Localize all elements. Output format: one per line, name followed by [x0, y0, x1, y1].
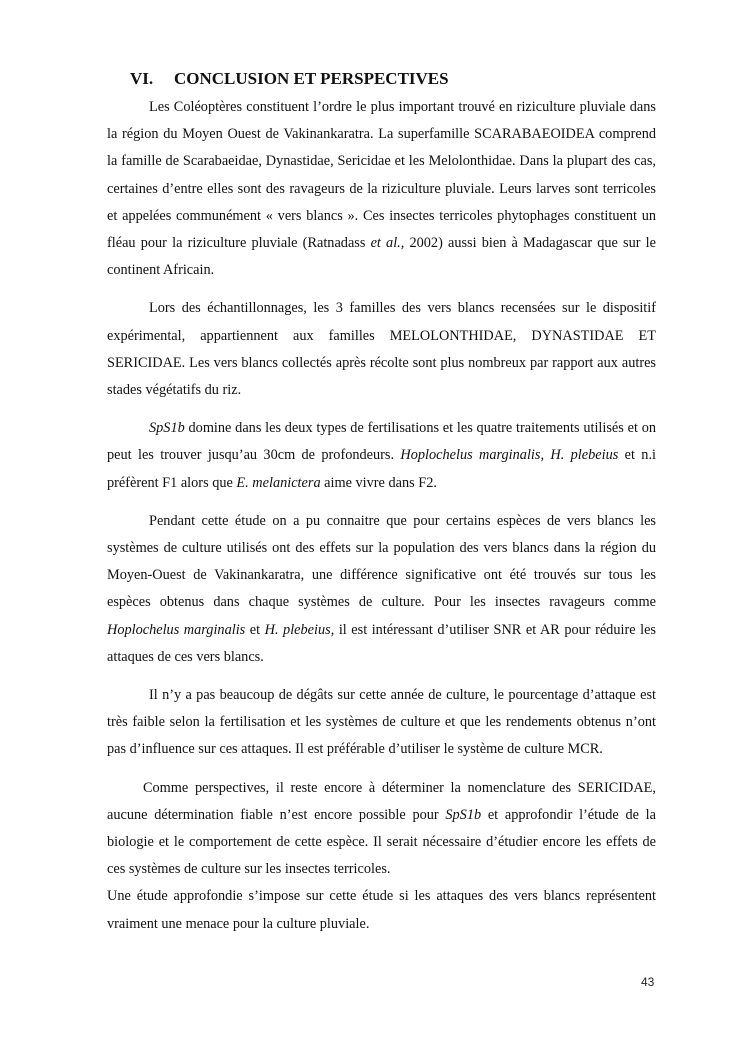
text-run: Lors des échantillonnages, les 3 familles des vers blancs recensées sur le dispositif expérimental, appartiennent aux familles MELOLONTHIDAE, DYNASTIDAE ET SERICIDAE. Les vers blancs collectés après récolte sont plus nombreux par rapport aux autres stades végétatifs du riz. — [107, 300, 656, 399]
section-number: VI. — [130, 69, 154, 88]
document-page — [107, 62, 656, 938]
paragraph-3 — [107, 415, 656, 497]
text-run: Il n’y a pas beaucoup de dégâts sur cette année de culture, le pourcentage d’attaque est très faible selon la fertilisation et les systèmes de culture et que les rendements obtenus n’ont pas d’influence sur ces attaques. Il est préférable d’utiliser le système de culture MCR. — [107, 687, 656, 758]
text-run: et n.i préfèrent F1 alors que — [107, 447, 656, 491]
italic-text: Hoplochelus marginalis — [107, 621, 246, 638]
text-run: Une étude approfondie s’impose sur cette étude si les attaques des vers blancs représentent vraiment une menace pour la culture pluviale. — [107, 888, 656, 932]
italic-text: Hoplochelus marginalis, H. plebeius — [400, 447, 619, 464]
text-run: Pendant cette étude on a pu connaitre que pour certains espèces de vers blancs les systèmes de culture utilisés ont des effets sur la population des vers blancs dans la région du Moyen-Ouest de Vakinankaratra, une différence significative ont été trouvés sur tous les espèces obtenus dans chaque systèmes de culture. Pour les insectes ravageurs comme — [107, 512, 656, 611]
text-run: il est intéressant d’utiliser SNR et AR pour réduire les attaques de ces vers blancs. — [107, 621, 656, 665]
paragraph-4 — [107, 508, 656, 671]
italic-text: H. plebeius, — [264, 621, 335, 638]
italic-text: SpS1b — [445, 806, 482, 823]
paragraph-5 — [107, 682, 656, 764]
text-run: aime vivre dans F2. — [320, 474, 437, 491]
italic-text: SpS1b — [149, 420, 185, 437]
text-run: Les Coléoptères constituent l’ordre le plus important trouvé en riziculture pluviale dans la région du Moyen Ouest de Vakinankaratra. La superfamille SCARABAEOIDEA comprend la famille de Scarabaeidae, Dynastidae, Sericidae et les Melolonthidae. Dans la plupart des cas, certaines d’entre elles sont des ravageurs de la riziculture pluviale. Leurs larves sont terricoles et appelées communément « vers blancs ». Ces insectes terricoles phytophages constituent un fléau pour la riziculture pluviale (Ratnadass — [107, 99, 656, 252]
paragraph-7 — [107, 883, 656, 937]
text-run: et approfondir l’étude de la biologie et le comportement de cette espèce. Il serait nécessaire d’étudier encore les effets de ces systèmes de culture sur les insectes terricoles. — [107, 806, 657, 878]
paragraph-2 — [107, 295, 656, 404]
section-heading — [130, 68, 656, 90]
paragraph-1 — [107, 94, 656, 284]
italic-text: E. melanictera — [236, 474, 321, 491]
italic-text: et al., — [370, 235, 405, 252]
section-title: CONCLUSION ET PERSPECTIVES — [174, 69, 449, 88]
page-number: 43 — [641, 975, 655, 989]
text-run: 2002) aussi bien à Madagascar que sur le continent Africain. — [107, 235, 656, 279]
text-run: domine dans les deux types de fertilisations et les quatre traitements utilisés et on peut les trouver jusqu’au 30cm de profondeurs. — [107, 420, 656, 464]
text-run: Comme perspectives, il reste encore à déterminer la nomenclature des SERICIDAE, aucune détermination fiable n’est encore possible pour — [107, 779, 656, 823]
paragraph-6 — [107, 775, 656, 884]
text-run: et — [245, 621, 265, 638]
